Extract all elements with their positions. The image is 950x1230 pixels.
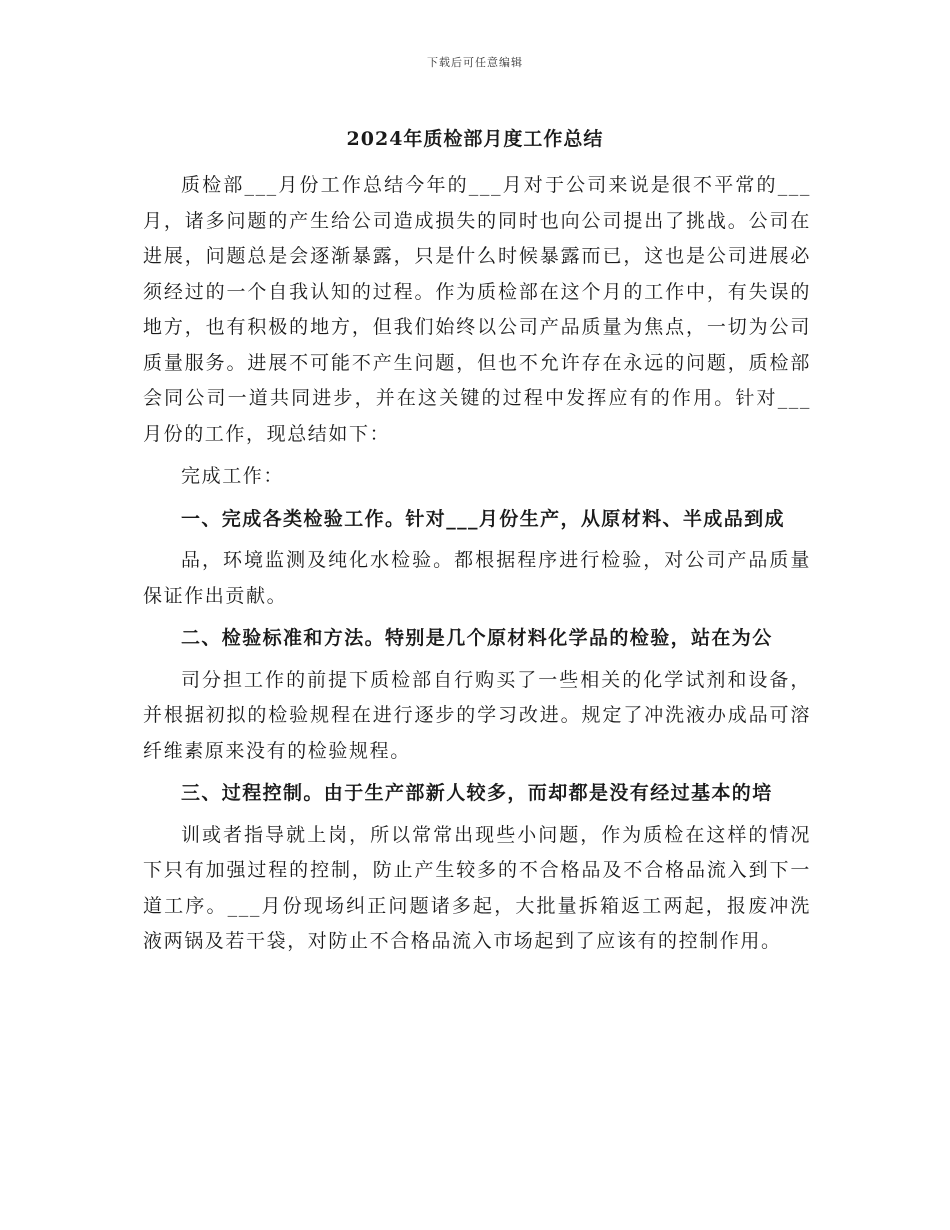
completed-work-label: 完成工作： [181, 465, 285, 487]
section-three-heading: 三、过程控制。由于生产部新人较多，而却都是没有经过基本的培 [181, 782, 773, 804]
section-two-paragraph: 司分担工作的前提下质检部自行购买了一些相关的化学试剂和设备，并根据初拟的检验规程在进行逐步的学习改进。规定了冲洗液办成品可溶纤维素原来没有的检验规程。 [143, 668, 811, 762]
document-title: 2024年质检部月度工作总结 [346, 128, 604, 150]
section-one-paragraph: 品，环境监测及纯化水检验。都根据程序进行检验，对公司产品质量保证作出贡献。 [143, 549, 811, 607]
header-note: 下载后可任意编辑 [427, 56, 523, 69]
section-three-paragraph: 训或者指导就上岗，所以常常出现些小问题，作为质检在这样的情况下只有加强过程的控制，防止产生较多的不合格品及不合格品流入到下一道工序。___月份现场纠正问题诸多起，大批量拆箱返工两起，报废冲洗液两锅及若干袋，对防止不合格品流入市场起到了应该有的控制作用。 [143, 823, 811, 952]
section-one-heading: 一、完成各类检验工作。针对___月份生产，从原材料、半成品到成 [181, 507, 785, 530]
intro-paragraph: 质检部___月份工作总结今年的___月对于公司来说是很不平常的___月，诸多问题的产生给公司造成损失的同时也向公司提出了挑战。公司在进展，问题总是会逐渐暴露，只是什么时候暴露而已，这也是公司进展必须经过的一个自我认知的过程。作为质检部在这个月的工作中，有失误的地方，也有积极的地方，但我们始终以公司产品质量为焦点，一切为公司质量服务。进展不可能不产生问题，但也不允许存在永远的问题，质检部会同公司一道共同进步，并在这关键的过程中发挥应有的作用。针对___月份的工作，现总结如下： [143, 174, 811, 445]
document-body [143, 168, 811, 967]
section-two-heading: 二、检验标准和方法。特别是几个原材料化学品的检验，站在为公 [181, 627, 773, 649]
